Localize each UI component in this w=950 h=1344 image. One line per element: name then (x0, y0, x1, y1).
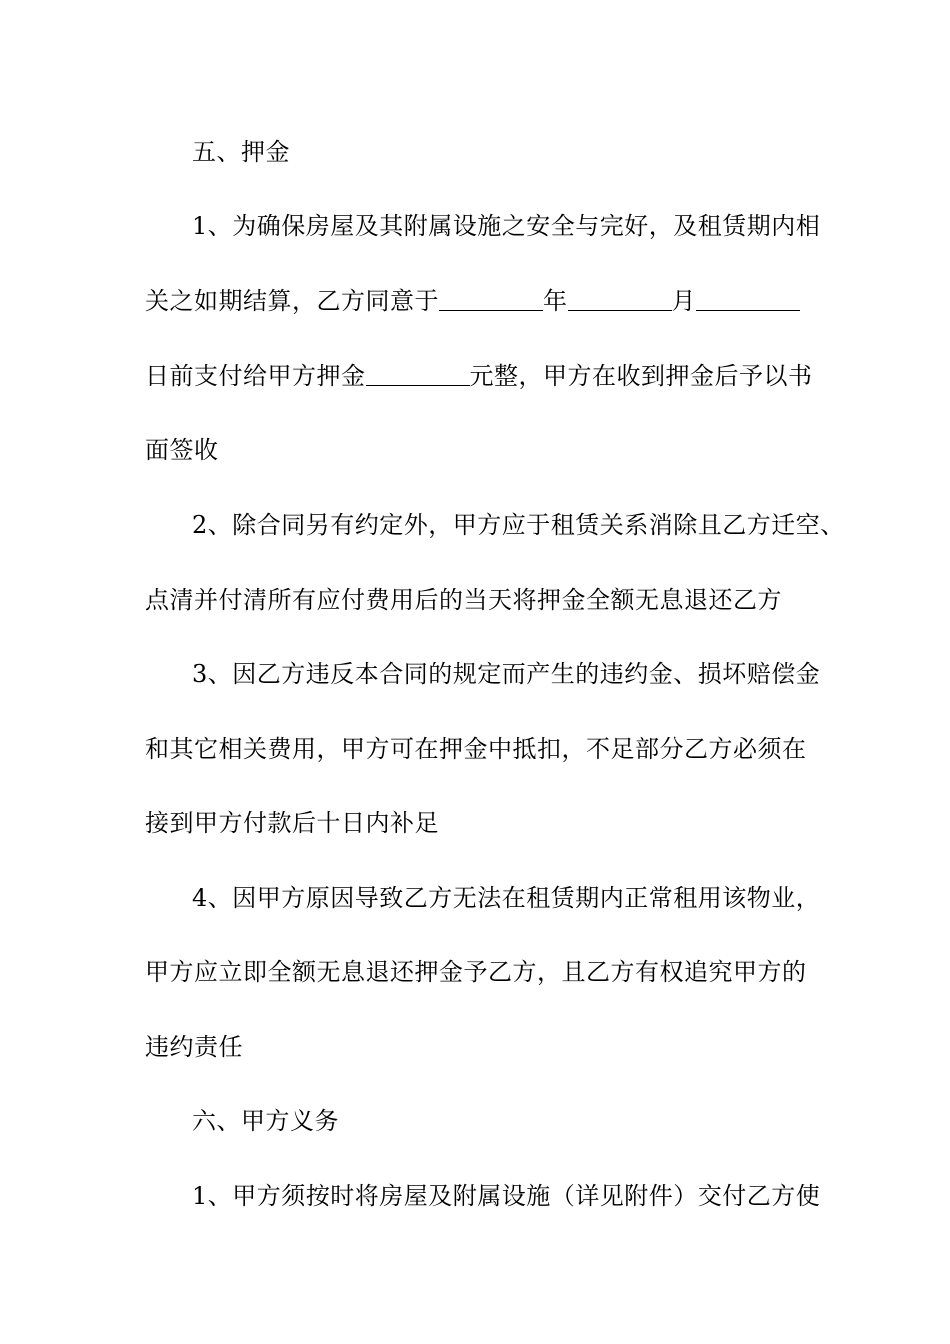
deposit-clause-4-line-2: 甲方应立即全额无息退还押金予乙方，且乙方有权追究甲方的 (145, 958, 807, 986)
deposit-amount-suffix: 元整，甲方在收到押金后予以书 (469, 362, 813, 390)
year-label: 年 (543, 287, 568, 315)
deposit-amount-prefix: 日前支付给甲方押金 (145, 362, 366, 390)
deposit-clause-3-line-3: 接到甲方付款后十日内补足 (145, 809, 439, 837)
section-heading-deposit: 五、押金 (192, 138, 290, 166)
month-blank (568, 286, 672, 311)
day-blank (696, 286, 800, 311)
deposit-clause-1-date-prefix: 关之如期结算，乙方同意于 (145, 287, 439, 315)
deposit-clause-3-line-2: 和其它相关费用，甲方可在押金中抵扣，不足部分乙方必须在 (145, 735, 807, 763)
deposit-clause-4-line-3: 违约责任 (145, 1033, 243, 1061)
month-label: 月 (671, 287, 696, 315)
deposit-clause-1-line-2 (145, 281, 825, 321)
deposit-clause-4-line-1: 4、因甲方原因导致乙方无法在租赁期内正常租用该物业， (192, 884, 821, 912)
deposit-clause-1-line-3 (145, 356, 825, 396)
deposit-clause-1-line-4: 面签收 (145, 436, 219, 464)
deposit-amount-blank (366, 361, 470, 386)
deposit-clause-3-line-1: 3、因乙方违反本合同的规定而产生的违约金、损坏赔偿金 (192, 660, 821, 688)
obligation-clause-1-line-1: 1、甲方须按时将房屋及附属设施（详见附件）交付乙方使 (192, 1182, 821, 1210)
deposit-clause-1-line-1: 1、为确保房屋及其附属设施之安全与完好，及租赁期内相 (192, 212, 821, 240)
deposit-clause-2-line-1: 2、除合同另有约定外，甲方应于租赁关系消除且乙方迁空、 (192, 511, 845, 539)
year-blank (439, 286, 543, 311)
section-heading-party-a-obligations: 六、甲方义务 (192, 1107, 339, 1135)
deposit-clause-2-line-2: 点清并付清所有应付费用后的当天将押金全额无息退还乙方 (145, 586, 782, 614)
